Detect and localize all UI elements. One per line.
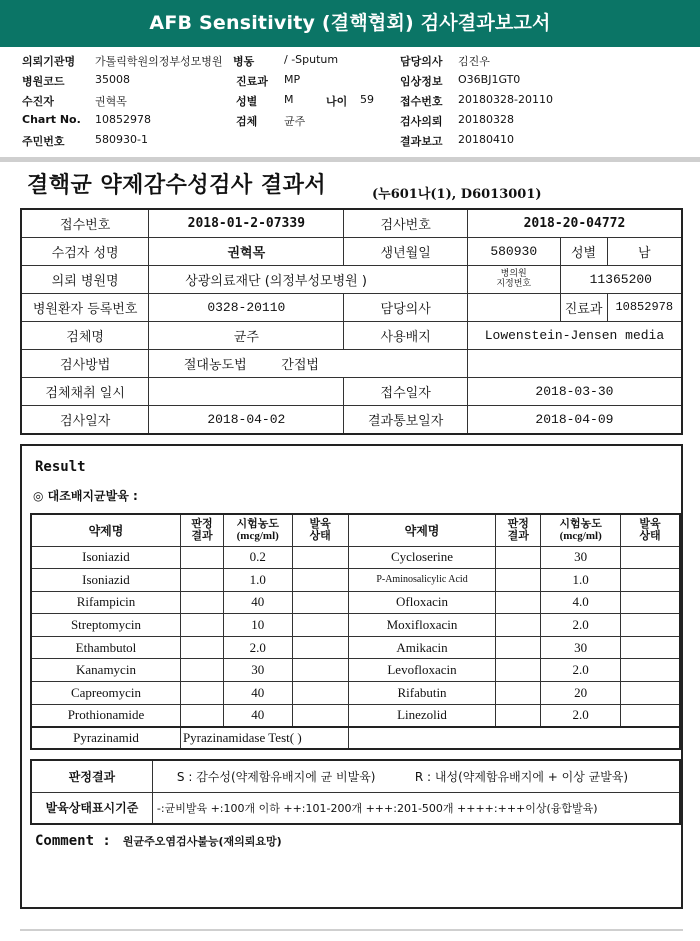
header-text: 시험농도 [236, 518, 279, 531]
drug-growth [621, 546, 680, 569]
t1-value [149, 378, 344, 406]
receipt-label: 접수번호 [400, 95, 443, 108]
drug-result [180, 614, 223, 637]
judge-text [152, 760, 680, 792]
drug-conc: 40 [223, 682, 292, 705]
drug-growth [621, 614, 680, 637]
drug-name: Isoniazid [31, 569, 180, 592]
report-value: 20180410 [458, 133, 514, 146]
t1-label: 진료과 [560, 293, 607, 321]
drug-result [180, 682, 223, 705]
chart-label: Chart No. [22, 113, 81, 126]
drug-growth [621, 704, 680, 727]
rrn-label: 주민번호 [22, 135, 65, 148]
t1-value: 남 [607, 237, 682, 265]
judge-r: R : 내성(약제함유배지에 + 이상 균발육) [414, 769, 629, 784]
patient-info-table [20, 208, 683, 435]
t1-label-line: 병의원 [500, 269, 527, 280]
drug-growth [621, 569, 680, 592]
t1-label: 생년월일 [344, 237, 467, 265]
growth-label: 발육상태표시기준 [31, 792, 152, 824]
dept-label: 진료과 [236, 75, 268, 88]
drug-conc: 2.0 [541, 659, 621, 682]
drug-result [496, 682, 541, 705]
chart-value: 10852978 [95, 113, 151, 126]
drug-growth [292, 569, 348, 592]
drug-name: Prothionamide [31, 704, 180, 727]
drug-result [496, 614, 541, 637]
drug-conc: 20 [541, 682, 621, 705]
report-code: (누601나(1), D6013001) [372, 187, 542, 202]
institution-value: 가톨릭학원의정부성모병원 [95, 55, 223, 68]
drug-growth [292, 614, 348, 637]
ward-label: 병동 [233, 55, 255, 68]
drug-name: Linezolid [348, 704, 495, 727]
susceptibility-table [30, 513, 681, 750]
drug-result [496, 659, 541, 682]
report-title: 결핵균 약제감수성검사 결과서 [27, 172, 327, 198]
header-conc [541, 514, 621, 546]
doctor-value: 김진우 [458, 55, 490, 68]
specimen-label: 검체 [236, 115, 258, 128]
t1-label: 결과통보일자 [344, 406, 467, 434]
divider [0, 157, 700, 162]
drug-growth [621, 659, 680, 682]
t1-label: 검체명 [21, 321, 149, 349]
header-text: 상태 [639, 530, 661, 543]
drug-conc: 2.0 [541, 704, 621, 727]
drug-conc: 30 [541, 546, 621, 569]
drug-growth [292, 682, 348, 705]
t1-value: Lowenstein-Jensen media [467, 321, 682, 349]
drug-result [180, 569, 223, 592]
header-text: 판정 [191, 518, 213, 531]
growth-text: -:균비발육 +:100개 이하 ++:101-200개 +++:201-500개 ++++:+++이상(융합발육) [152, 792, 680, 824]
request-info [0, 53, 700, 153]
t1-label: 의뢰 병원명 [21, 265, 149, 293]
header-judge [180, 514, 223, 546]
drug-growth [292, 591, 348, 614]
sex-value: M [284, 93, 294, 106]
drug-name: Rifampicin [31, 591, 180, 614]
header-text: 발육 [309, 518, 331, 531]
drug-growth [292, 546, 348, 569]
table-row [31, 569, 680, 592]
drug-name: Moxifloxacin [348, 614, 495, 637]
drug-result [180, 659, 223, 682]
header-drug: 약제명 [348, 514, 495, 546]
drug-result [496, 704, 541, 727]
drug-conc: 2.0 [541, 614, 621, 637]
header-text: 판정 [507, 518, 529, 531]
drug-name: Streptomycin [31, 614, 180, 637]
drug-name: Rifabutin [348, 682, 495, 705]
drug-result [496, 636, 541, 659]
institution-label: 의뢰기관명 [22, 55, 76, 68]
table-row [31, 659, 680, 682]
drug-growth [292, 636, 348, 659]
specimen-value: 균주 [284, 115, 306, 128]
table-row [31, 704, 680, 727]
drug-name: Levofloxacin [348, 659, 495, 682]
header-text: 발육 [639, 518, 661, 531]
header-growth [292, 514, 348, 546]
empty-cell [348, 727, 680, 750]
t1-value [149, 349, 468, 377]
drug-growth [621, 682, 680, 705]
drug-growth [292, 704, 348, 727]
drug-conc: 1.0 [223, 569, 292, 592]
header-judge [496, 514, 541, 546]
pza-test: Pyrazinamidase Test( ) [180, 727, 348, 750]
drug-result [180, 704, 223, 727]
t1-label: 성별 [560, 237, 607, 265]
t1-label: 병원환자 등록번호 [21, 293, 149, 321]
request-value: 20180328 [458, 113, 514, 126]
t1-value: 2018-01-2-07339 [149, 209, 344, 237]
t1-label: 검사번호 [344, 209, 467, 237]
drug-conc: 1.0 [541, 569, 621, 592]
header-text: (mcg/ml) [236, 530, 279, 543]
method-indirect: 간접법 [281, 358, 319, 374]
drug-name: Ofloxacin [348, 591, 495, 614]
header-text: 시험농도 [559, 518, 602, 531]
t1-label: 담당의사 [344, 293, 467, 321]
t1-value [467, 293, 560, 321]
result-label: Result [35, 459, 86, 475]
t1-value: 10852978 [607, 293, 682, 321]
t1-label: 검체채취 일시 [21, 378, 149, 406]
report-banner: AFB Sensitivity (결핵협회) 검사결과보고서 [0, 0, 700, 47]
clinical-label: 임상정보 [400, 75, 443, 88]
table-row [31, 682, 680, 705]
t1-value: 권혁목 [149, 237, 344, 265]
t1-value: 2018-04-09 [467, 406, 682, 434]
legend-table [30, 759, 681, 825]
header-text: 결과 [507, 530, 529, 543]
t1-label: 검사일자 [21, 406, 149, 434]
dept-value: MP [284, 73, 301, 86]
drug-growth [621, 636, 680, 659]
comment-label: Comment : [35, 833, 111, 849]
hospcode-label: 병원코드 [22, 75, 65, 88]
drug-name: Pyrazinamid [31, 727, 180, 750]
method-absolute: 절대농도법 [183, 358, 247, 374]
table-row [31, 614, 680, 637]
drug-conc: 30 [541, 636, 621, 659]
drug-conc: 40 [223, 704, 292, 727]
drug-name: Capreomycin [31, 682, 180, 705]
t1-value: 2018-20-04772 [467, 209, 682, 237]
t1-label: 접수번호 [21, 209, 149, 237]
drug-result [180, 546, 223, 569]
result-section [20, 444, 683, 909]
age-label: 나이 [326, 95, 348, 108]
drug-conc: 0.2 [223, 546, 292, 569]
drug-conc: 30 [223, 659, 292, 682]
drug-conc: 40 [223, 591, 292, 614]
drug-conc: 2.0 [223, 636, 292, 659]
header-drug: 약제명 [31, 514, 180, 546]
doctor-label: 담당의사 [400, 55, 443, 68]
drug-growth [292, 659, 348, 682]
header-growth [621, 514, 680, 546]
judge-label: 판정결과 [31, 760, 152, 792]
ward-value: / -Sputum [284, 53, 339, 66]
header-conc [223, 514, 292, 546]
hospcode-value: 35008 [95, 73, 130, 86]
header-text: 상태 [309, 530, 331, 543]
patient-value: 권혁목 [95, 95, 127, 108]
judge-s: S : 감수성(약제함유배지에 균 비발육) [176, 769, 376, 784]
drug-name: Ethambutol [31, 636, 180, 659]
t1-value: 상광의료재단 (의정부성모병원 ) [149, 265, 468, 293]
footer-divider [20, 929, 683, 931]
t1-value: 11365200 [560, 265, 682, 293]
table-row [31, 727, 680, 750]
header-text: 결과 [191, 530, 213, 543]
t1-label [467, 265, 560, 293]
t1-value: 580930 [467, 237, 560, 265]
drug-result [180, 636, 223, 659]
clinical-value: O36BJ1GT0 [458, 73, 521, 86]
header-text: (mcg/ml) [559, 530, 602, 543]
receipt-value: 20180328-20110 [458, 93, 553, 106]
request-label: 검사의뢰 [400, 115, 443, 128]
drug-conc: 10 [223, 614, 292, 637]
t1-value: 균주 [149, 321, 344, 349]
drug-name: P-Aminosalicylic Acid [348, 569, 495, 592]
table-row [31, 546, 680, 569]
sex-label: 성별 [236, 95, 258, 108]
drug-name: Kanamycin [31, 659, 180, 682]
table-row [31, 636, 680, 659]
drug-result [496, 546, 541, 569]
t1-label-line: 지정번호 [496, 279, 532, 290]
patient-label: 수진자 [22, 95, 54, 108]
drug-conc: 4.0 [541, 591, 621, 614]
table-row [31, 591, 680, 614]
t1-label: 접수일자 [344, 378, 467, 406]
rrn-value: 580930-1 [95, 133, 148, 146]
drug-growth [621, 591, 680, 614]
t1-value [467, 349, 682, 377]
t1-label: 검사방법 [21, 349, 149, 377]
control-growth-label: ◎ 대조배지균발육 : [33, 489, 138, 503]
t1-value: 2018-04-02 [149, 406, 344, 434]
drug-name: Cycloserine [348, 546, 495, 569]
drug-name: Isoniazid [31, 546, 180, 569]
drug-name: Amikacin [348, 636, 495, 659]
t1-label: 사용배지 [344, 321, 467, 349]
drug-result [180, 591, 223, 614]
report-label: 결과보고 [400, 135, 443, 148]
t1-value: 0328-20110 [149, 293, 344, 321]
drug-result [496, 569, 541, 592]
comment-text: 원균주오염검사불능(재의뢰요망) [122, 835, 282, 848]
t1-value: 2018-03-30 [467, 378, 682, 406]
t1-label: 수검자 성명 [21, 237, 149, 265]
comment [35, 833, 282, 849]
age-value: 59 [360, 93, 374, 106]
drug-result [496, 591, 541, 614]
